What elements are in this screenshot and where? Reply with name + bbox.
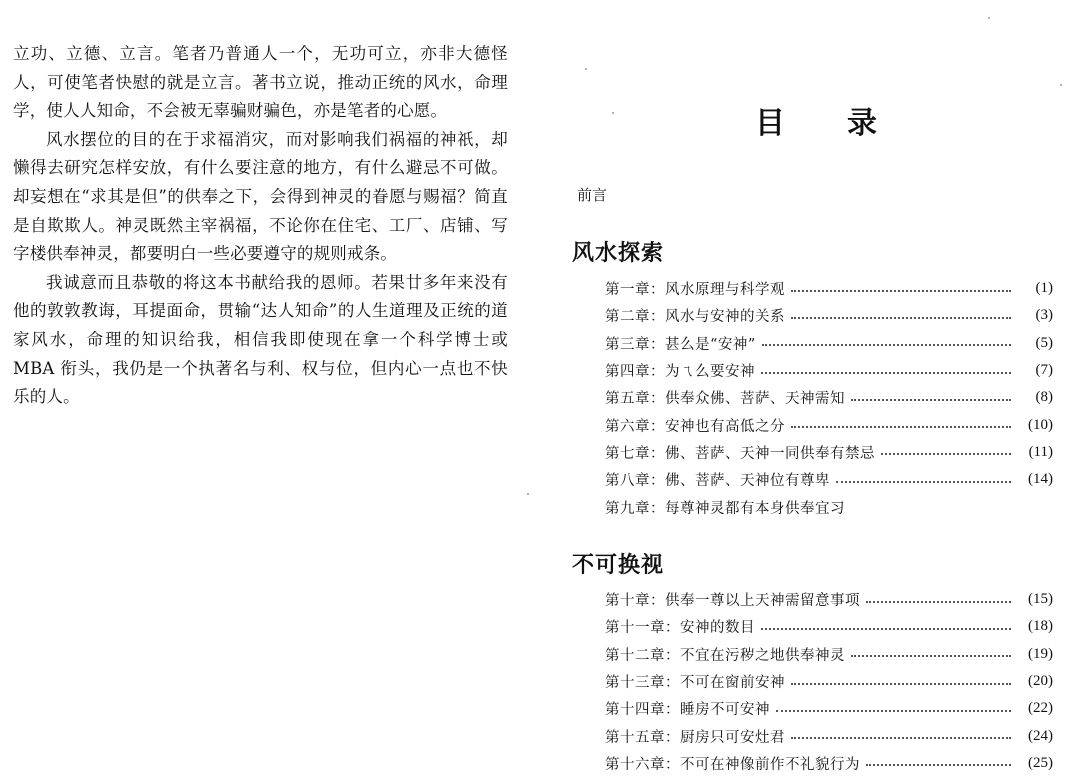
paragraph: 我诚意而且恭敬的将这本书献给我的恩师。若果廿多年来没有他的敦敦教诲，耳提面命，贯输“达人知命”的人生道理及正统的道家风水，命理的知识给我，相信我即使现在拿一个科学博士或 MBA 衔头，我仍是一个执著名与利、权与位，但内心一点也不快乐的人。	[13, 272, 508, 407]
toc-entry-page: (15)	[1028, 591, 1053, 608]
toc-entry-label: 第六章：安神也有高低之分	[605, 418, 785, 435]
toc-entry-label: 第十三章：不可在窗前安神	[605, 675, 785, 692]
scan-speck	[585, 68, 587, 70]
dot-leader	[851, 399, 1011, 401]
dot-leader	[791, 737, 1011, 739]
dot-leader	[761, 372, 1011, 374]
toc-entry-label: 第八章：佛、菩萨、天神位有尊卑	[605, 473, 830, 490]
toc-entry	[605, 384, 1053, 411]
toc-entry-page: (19)	[1028, 645, 1053, 662]
dot-leader	[762, 344, 1011, 346]
toc-entry-label: 第一章：风水原理与科学观	[605, 282, 785, 299]
toc-entry-page: (25)	[1028, 754, 1053, 771]
left-page-body	[13, 40, 508, 412]
dot-leader	[791, 426, 1011, 428]
scan-speck	[1060, 84, 1062, 86]
toc-entry	[605, 302, 1053, 329]
toc-entry	[605, 695, 1053, 722]
toc-entry-label: 第七章：佛、菩萨、天神一同供奉有禁忌	[605, 445, 875, 462]
dot-leader	[881, 453, 1011, 455]
toc-entry-label: 第四章：为ㄟ么要安神	[605, 364, 755, 381]
dot-leader	[776, 710, 1011, 712]
paragraph: 立功、立德、立言。笔者乃普通人一个，无功可立，亦非大德怪人，可使笔者快慰的就是立言。著书立说，推动正统的风水，命理学，使人人知命，不会被无辜骗财骗色，亦是笔者的心愿。	[13, 44, 508, 121]
toc-entry	[605, 466, 1053, 493]
toc-entry	[605, 439, 1053, 466]
toc-entry-page: (3)	[1035, 307, 1053, 324]
dot-leader	[851, 655, 1011, 657]
toc-entry	[605, 668, 1053, 695]
toc-entry-label: 第十四章：睡房不可安神	[605, 702, 770, 719]
toc-entry	[605, 275, 1053, 302]
toc-entry-label: 第十六章：不可在神像前作不礼貌行为	[605, 756, 860, 773]
toc-entry	[605, 330, 1053, 357]
toc-entry	[605, 613, 1053, 640]
toc-entry-page: (22)	[1028, 700, 1053, 717]
dot-leader	[791, 317, 1011, 319]
toc-entry	[605, 641, 1053, 668]
scan-speck	[988, 17, 990, 19]
toc-entry-page: (1)	[1035, 280, 1053, 297]
toc-entry-page: (7)	[1035, 362, 1053, 379]
toc-entry	[605, 586, 1053, 613]
chapter-list	[605, 586, 1053, 777]
toc-entry-label: 第十二章：不宜在污秽之地供奉神灵	[605, 647, 845, 664]
toc-entry-label: 第二章：风水与安神的关系	[605, 309, 785, 326]
toc-entry-label: 第五章：供奉众佛、菩萨、天神需知	[605, 391, 845, 408]
toc-entry-label: 第三章：甚么是“安神”	[605, 336, 756, 353]
scan-speck	[612, 112, 614, 114]
paragraph: 风水摆位的目的在于求福消灾，而对影响我们祸福的神祇，却懒得去研究怎样安放，有什么要注意的地方，有什么避忌不可做。却妄想在“求其是但”的供奉之下，会得到神灵的眷愿与赐福？简直是自欺欺人。神灵既然主宰祸福，不论你在住宅、工厂、店铺、写字楼供奉神灵，都要明白一些必要遵守的规则戒条。	[13, 129, 508, 264]
toc-entry-label: 第十五章：厨房只可安灶君	[605, 729, 785, 746]
toc-entry	[605, 750, 1053, 777]
toc-entry-page: (11)	[1028, 443, 1053, 460]
toc-entry-label: 第十章：供奉一尊以上天神需留意事项	[605, 593, 860, 610]
toc-entry	[605, 411, 1053, 438]
toc-entry	[605, 722, 1053, 749]
toc-entry-page: (24)	[1028, 727, 1053, 744]
toc-entry-label: 第十一章：安神的数目	[605, 620, 755, 637]
dot-leader	[866, 601, 1011, 603]
toc-preface: 前言	[577, 186, 608, 204]
right-page	[535, 0, 1071, 778]
section-heading: 不可换视	[572, 552, 665, 578]
dot-leader	[791, 683, 1011, 685]
toc-entry-page: (20)	[1028, 673, 1053, 690]
toc-entry-page: (14)	[1028, 471, 1053, 488]
dot-leader	[866, 764, 1011, 766]
scan-speck	[527, 493, 529, 495]
dot-leader	[761, 628, 1011, 630]
toc-title: 目录	[755, 106, 939, 141]
left-page	[0, 0, 520, 778]
toc-entry-page: (8)	[1035, 389, 1053, 406]
toc-entry-page: (10)	[1028, 416, 1053, 433]
toc-entry-label: 第九章：每尊神灵都有本身供奉宜习	[605, 500, 845, 517]
toc-entry	[605, 357, 1053, 384]
toc-entry	[605, 493, 1053, 520]
chapter-list	[605, 275, 1053, 521]
toc-entry-page: (5)	[1035, 334, 1053, 351]
section-heading: 风水探索	[572, 240, 665, 266]
toc-entry-page: (18)	[1028, 618, 1053, 635]
dot-leader	[791, 290, 1011, 292]
dot-leader	[836, 481, 1011, 483]
